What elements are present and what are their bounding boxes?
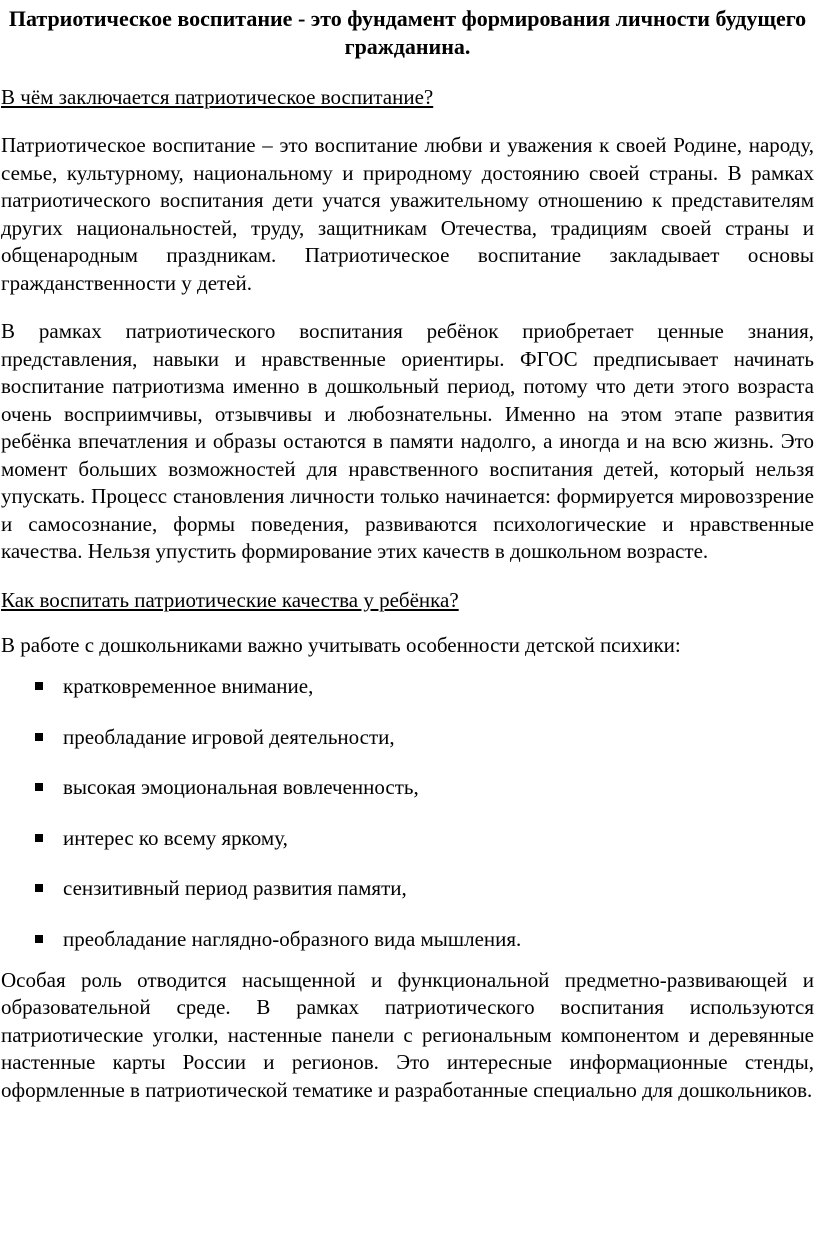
list-item	[1, 926, 814, 953]
square-bullet-icon	[35, 783, 43, 791]
list-item	[1, 875, 814, 902]
list-item	[1, 825, 814, 852]
list-item-text: преобладание игровой деятельности,	[63, 724, 395, 749]
square-bullet-icon	[35, 834, 43, 842]
list-item	[1, 774, 814, 801]
paragraph-environment: Особая роль отводится насыщенной и функциональной предметно-развивающей и образовательной среде. В рамках патриотического воспитания используются патриотические уголки, настенные панели с региональным компонентом и деревянные настенные карты России и регионов. Это интересные информационные стенды, оформленные в патриотической тематике и разработанные специально для дошкольников.	[1, 967, 814, 1102]
document-title: Патриотическое воспитание - это фундамент формирования личности будущего гражданина.	[8, 6, 807, 59]
paragraph-preschool-period: В рамках патриотического воспитания ребёнок приобретает ценные знания, представления, навыки и нравственные ориентиры. ФГОС предписывает начинать воспитание патриотизма именно в дошкольный период, потому что дети этого возраста очень восприимчивы, отзывчивы и любознательны. Именно на этом этапе развития ребёнка впечатления и образы остаются в памяти надолго, а иногда и на всю жизнь. Это момент больших возможностей для нравственного воспитания детей, который нельзя упускать. Процесс становления личности только начинается: формируется мировоззрение и самосознание, формы поведения, развиваются психологические и нравственные качества. Нельзя упустить формирование этих качеств в дошкольном возрасте.	[1, 319, 814, 563]
paragraph-intro: В работе с дошкольниками важно учитывать особенности детской психики:	[1, 632, 681, 657]
features-list	[1, 673, 814, 953]
section-heading-how-to: Как воспитать патриотические качества у ребёнка?	[1, 587, 459, 612]
list-item-text: интерес ко всему яркому,	[63, 825, 288, 850]
square-bullet-icon	[35, 935, 43, 943]
square-bullet-icon	[35, 884, 43, 892]
list-item-text: преобладание наглядно-образного вида мышления.	[63, 926, 522, 951]
list-item-text: кратковременное внимание,	[63, 674, 314, 698]
list-item	[1, 724, 814, 751]
list-item-text: высокая эмоциональная вовлеченность,	[63, 775, 419, 800]
section-heading-what-is: В чём заключается патриотическое воспитание?	[1, 85, 434, 109]
list-item	[1, 673, 814, 700]
list-item-text: сензитивный период развития памяти,	[63, 876, 407, 901]
paragraph-definition: Патриотическое воспитание – это воспитание любви и уважения к своей Родине, народу, семье, культурному, национальному и природному достоянию своей страны. В рамках патриотического воспитания дети учатся уважительному отношению к представителям других национальностей, труду, защитникам Отечества, традициям своей страны и общенародным праздникам. Патриотическое воспитание закладывает основы гражданственности у детей.	[1, 133, 814, 295]
square-bullet-icon	[35, 682, 43, 690]
square-bullet-icon	[35, 733, 43, 741]
